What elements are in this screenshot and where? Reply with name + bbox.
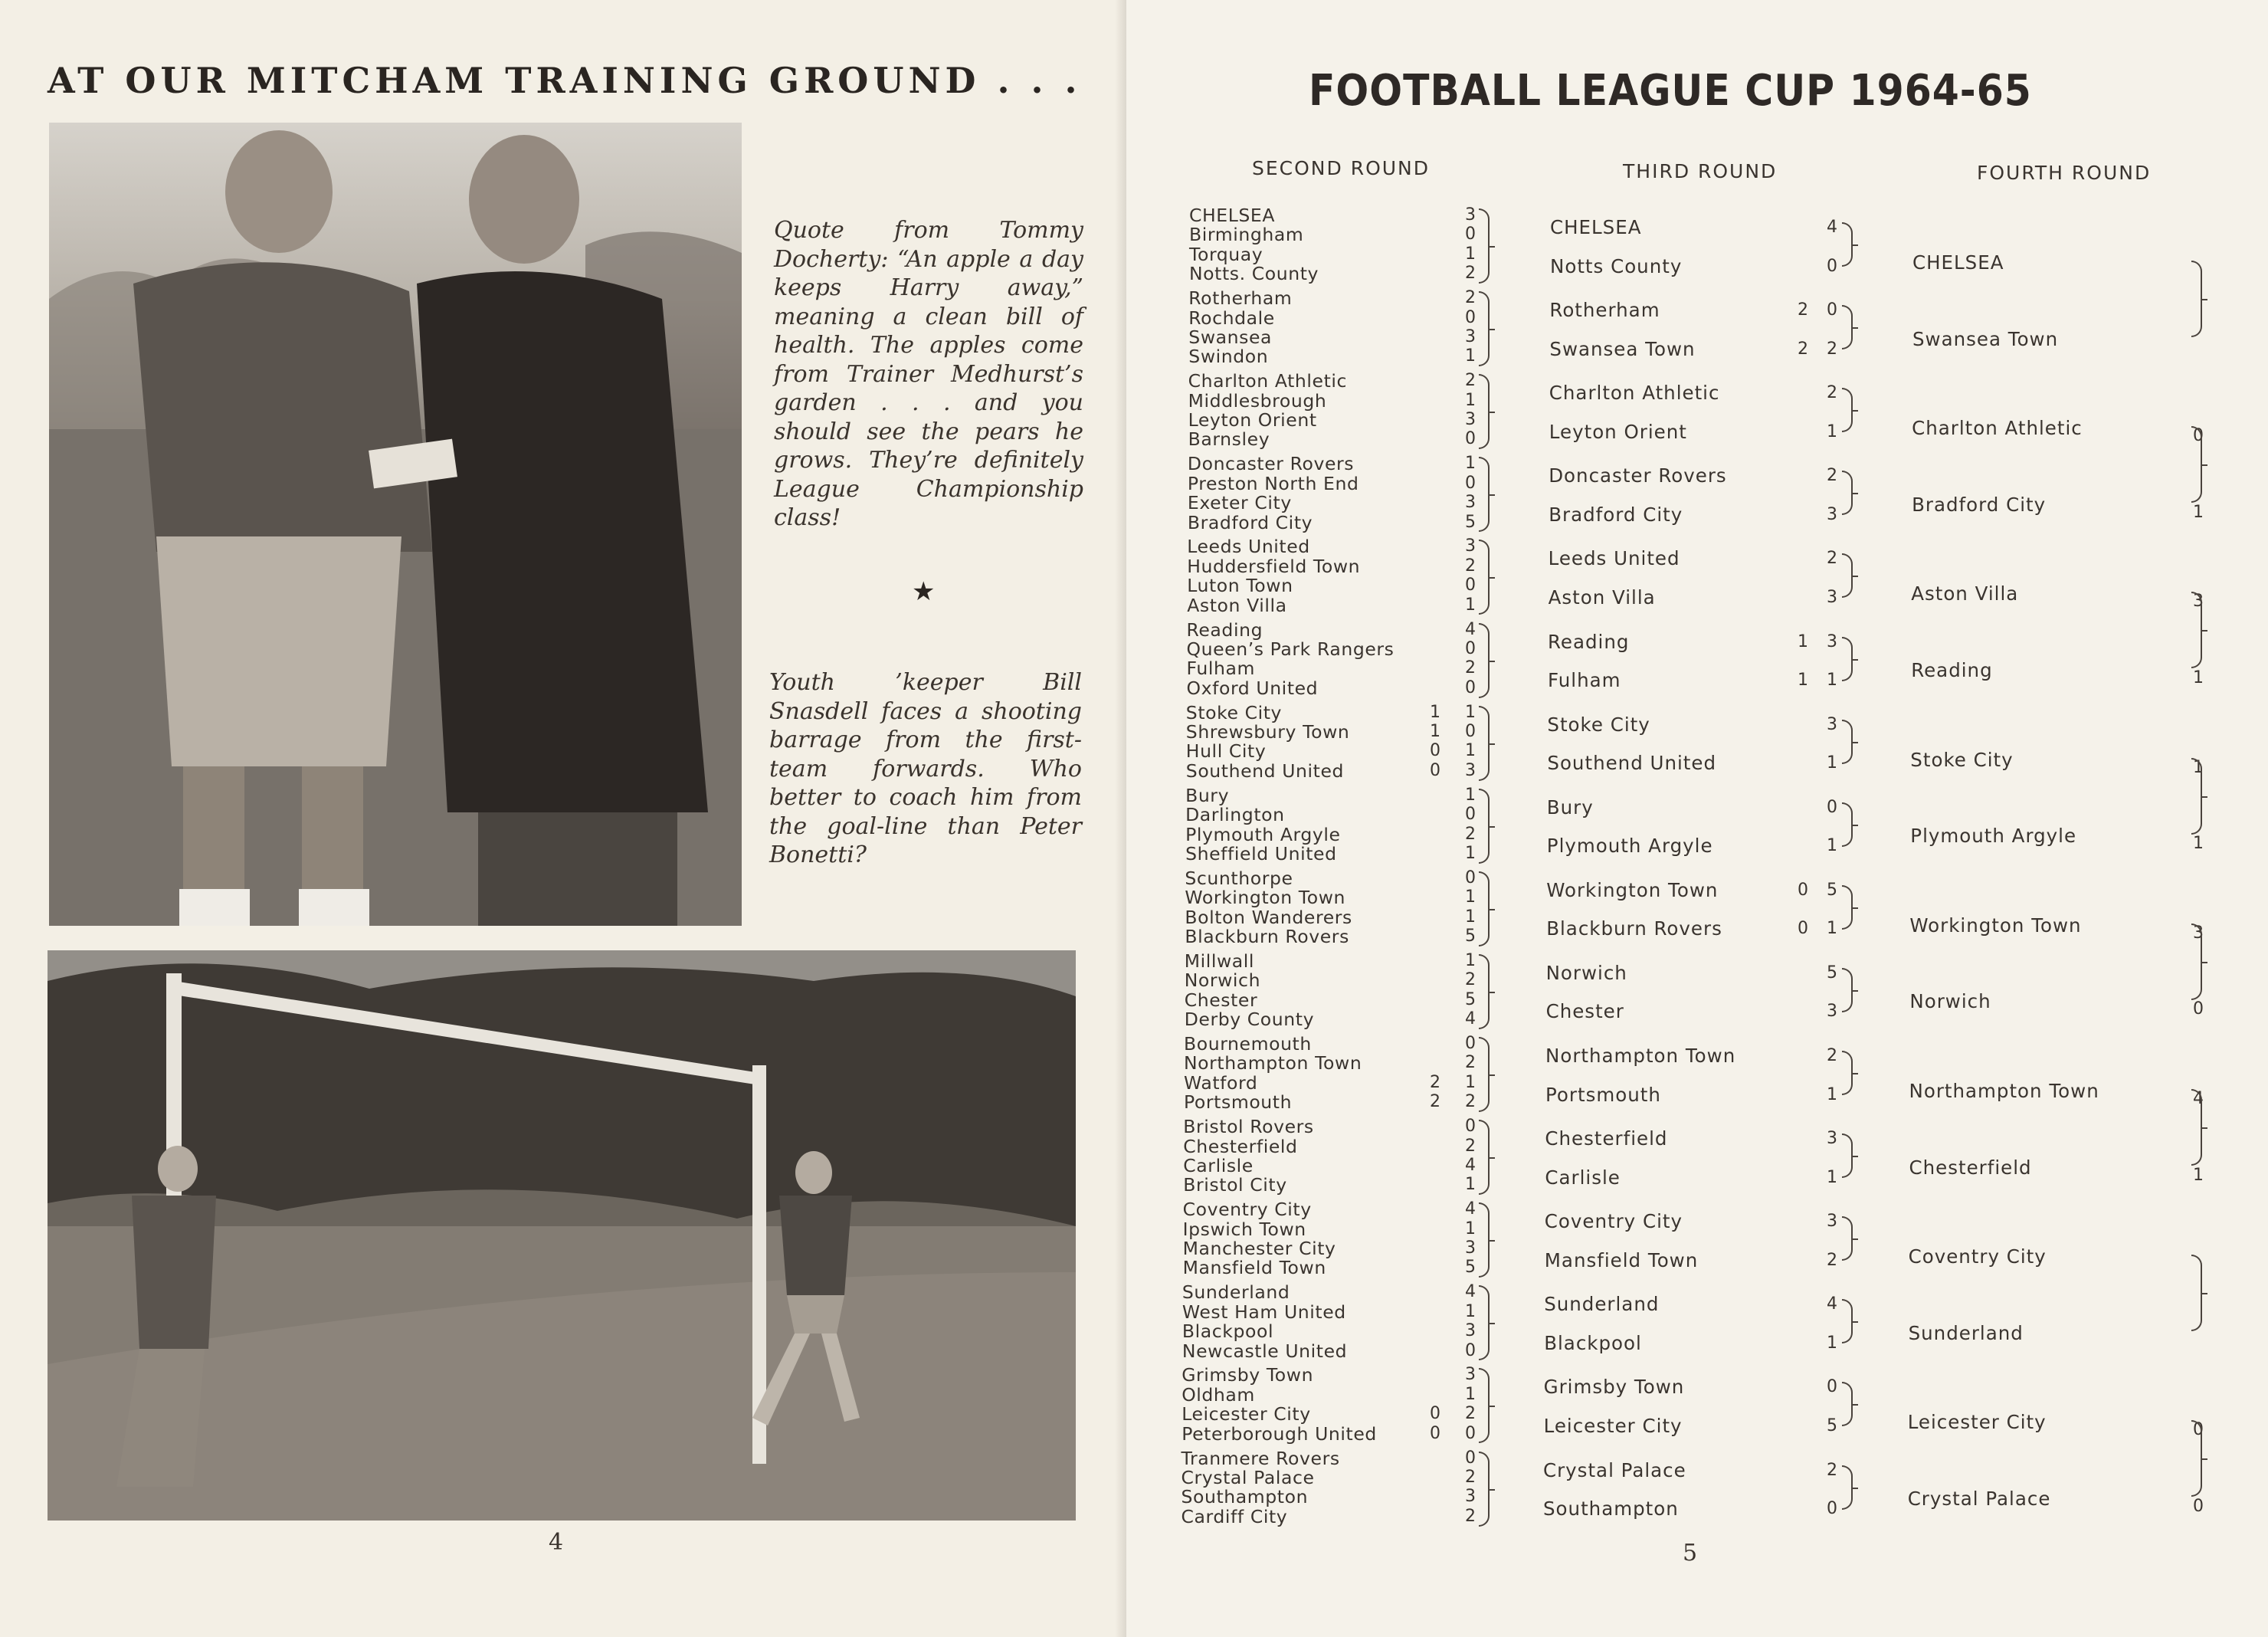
third-round-score: 3 [1827,714,1837,734]
second-round-team: Chester [1184,989,1258,1011]
second-round-score: 0 [1465,473,1476,493]
second-round-team: Barnsley [1188,428,1270,451]
second-round-score: 2 [1465,970,1476,990]
second-round-team: Grimsby Town [1182,1364,1314,1386]
third-round-score: 3 [1827,1002,1837,1022]
fourth-round-team: Chesterfield [1909,1156,2032,1179]
second-round-score: 5 [1465,927,1476,946]
second-round-team: Southend United [1185,759,1345,782]
third-round-team: Coventry City [1544,1210,1683,1233]
second-round-team: Charlton Athletic [1188,370,1348,392]
fourth-round-score: 0 [2193,999,2204,1019]
second-round-score: 3 [1465,1238,1476,1258]
third-round-pair-brace [1842,553,1853,598]
fourth-round-team: Bradford City [1912,493,2047,516]
third-round-team: Crystal Palace [1543,1458,1686,1481]
third-round-replay-score: 2 [1798,339,1808,359]
fourth-round-team: Plymouth Argyle [1910,825,2077,848]
second-round-team: Birmingham [1189,224,1304,246]
second-round-score: 1 [1465,346,1476,366]
second-round-replay-score: 0 [1430,1404,1440,1424]
second-round-score: 4 [1465,1199,1476,1219]
caption-apple-quote: Quote from Tommy Docherty: “An apple a day keeps Harry away,” meaning a clean bill of health. The apples come from Trainer Medhurst’s garden . . . and you should see the pears he grows. They’re definitely League Championship class! [774,217,1083,531]
second-round-team: Carlisle [1183,1154,1254,1176]
second-round-team: Swindon [1188,346,1269,368]
fourth-round-team: Aston Villa [1911,582,2019,605]
second-round-score: 5 [1465,989,1476,1009]
second-round-group-brace [1479,1120,1490,1195]
second-round-replay-score: 1 [1430,722,1440,741]
second-round-group-brace [1479,1452,1490,1527]
third-round-header: THIRD ROUND [1623,160,1778,182]
second-round-team: Scunthorpe [1185,867,1293,889]
second-round-team: Portsmouth [1184,1091,1293,1114]
second-round-score: 0 [1465,805,1476,825]
third-round-pair-brace [1842,1216,1853,1261]
second-round-team: Sunderland [1182,1281,1290,1304]
third-round-score: 5 [1827,880,1837,900]
third-round-replay-score: 1 [1798,632,1808,651]
fourth-round-score: 1 [2193,757,2204,777]
fourth-round-score: 0 [2193,1496,2204,1516]
third-round-score: 3 [1827,1212,1837,1232]
third-round-team: Portsmouth [1545,1083,1661,1106]
third-round-replay-score: 0 [1798,880,1808,900]
third-round-team: Aston Villa [1548,586,1656,609]
second-round-team: Shrewsbury Town [1185,721,1350,743]
third-round-score: 2 [1827,549,1837,569]
third-round-team: Workington Town [1546,878,1719,901]
second-round-team: Northampton Town [1184,1052,1362,1074]
third-round-team: Northampton Town [1545,1045,1736,1067]
second-round-team: Bolton Wanderers [1185,906,1352,928]
third-round-score: 2 [1827,383,1837,403]
second-round-team: Notts. County [1189,263,1319,285]
second-round-team: Norwich [1184,969,1261,992]
second-round-group-brace [1479,1037,1490,1112]
second-round-score: 0 [1465,1448,1476,1468]
second-round-team: Southampton [1181,1486,1309,1508]
second-round-score: 1 [1465,1219,1476,1238]
second-round-team: Plymouth Argyle [1185,823,1341,845]
second-round-team: Oxford United [1186,677,1319,699]
second-round-score: 1 [1465,1175,1476,1195]
third-round-team: Rotherham [1549,299,1660,322]
third-round-team: Carlisle [1545,1166,1621,1189]
second-round-team: Oldham [1182,1383,1255,1406]
second-round-score: 2 [1465,824,1476,844]
second-round-score: 3 [1465,410,1476,429]
second-round-team: Blackpool [1182,1320,1274,1343]
second-round-score: 3 [1465,1321,1476,1341]
second-round-score: 0 [1465,677,1476,697]
third-round-score: 0 [1827,300,1837,320]
second-round-team: Bradford City [1187,511,1313,533]
second-round-score: 1 [1465,702,1476,722]
second-round-score: 1 [1465,390,1476,410]
second-round-team: Doncaster Rovers [1187,453,1355,475]
second-round-group-brace [1479,540,1490,615]
second-round-score: 0 [1465,576,1476,595]
fourth-round-team: Reading [1911,658,1993,681]
second-round-team: Watford [1184,1071,1258,1094]
third-round-team: Reading [1548,630,1630,653]
second-round-score: 0 [1465,307,1476,327]
fourth-round-score: 3 [2193,592,2204,612]
fourth-round-team: Sunderland [1908,1321,2024,1344]
fourth-round-pair-brace [2191,758,2202,835]
third-round-score: 1 [1827,753,1837,773]
second-round-group-brace [1479,457,1490,532]
third-round-team: Norwich [1545,961,1627,984]
third-round-pair-brace [1842,1299,1853,1343]
second-round-score: 2 [1465,288,1476,308]
second-round-score: 2 [1465,371,1476,391]
third-round-team: Plymouth Argyle [1546,835,1713,858]
second-round-score: 2 [1465,556,1476,576]
page-number-right: 5 [1683,1540,1698,1566]
third-round-score: 5 [1827,1416,1837,1435]
second-round-replay-score: 0 [1430,760,1440,780]
fourth-round-score: 4 [2193,1089,2204,1108]
photo-coach-and-player-image [49,123,742,926]
second-round-score: 5 [1465,1258,1476,1278]
second-round-score: 3 [1465,205,1476,225]
second-round-score: 1 [1465,595,1476,615]
third-round-team: Swansea Town [1549,337,1696,360]
second-round-score: 2 [1465,1506,1476,1526]
third-round-team: Chesterfield [1545,1127,1668,1150]
second-round-team: West Ham United [1182,1301,1346,1323]
caption-goalkeeper: Youth ’keeper Bill Snasdell faces a shooting barrage from the first-team forwards. Who better to coach him from the goal-line than Peter Bonetti? [769,669,1082,868]
second-round-team: Torquay [1189,243,1263,265]
cup-title: FOOTBALL LEAGUE CUP 1964-65 [1309,66,2032,116]
second-round-replay-score: 0 [1430,741,1440,761]
third-round-team: Mansfield Town [1544,1248,1699,1271]
photo-goalkeeper-training-image [48,950,1076,1521]
second-round-team: Middlesbrough [1188,389,1327,412]
fourth-round-team: Norwich [1909,990,1991,1013]
third-round-pair-brace [1842,968,1853,1012]
third-round-team: Blackpool [1544,1331,1642,1354]
star-icon: ★ [912,576,936,607]
photo-goalkeeper-training [48,950,1076,1521]
fourth-round-team: Workington Town [1909,914,2082,937]
second-round-team: Aston Villa [1187,594,1287,616]
third-round-score: 2 [1827,1046,1837,1065]
second-round-team: Mansfield Town [1182,1257,1326,1279]
third-round-score: 2 [1827,1460,1837,1480]
third-round-team: Fulham [1548,669,1621,691]
third-round-score: 4 [1827,1294,1837,1314]
third-round-score: 1 [1827,1084,1837,1104]
second-round-score: 5 [1465,512,1476,532]
third-round-pair-brace [1842,885,1853,930]
second-round-team: Coventry City [1182,1199,1312,1221]
second-round-score: 1 [1465,1072,1476,1092]
second-round-group-brace [1479,623,1490,698]
second-round-score: 4 [1465,619,1476,639]
fourth-round-pair-brace [2191,592,2202,668]
second-round-team: Stoke City [1185,701,1283,723]
third-round-pair-brace [1842,1051,1853,1095]
second-round-score: 0 [1465,429,1476,449]
fourth-round-team: Leicester City [1907,1411,2047,1434]
fourth-round-score: 1 [2193,834,2204,854]
second-round-team: Millwall [1184,950,1255,972]
third-round-score: 1 [1827,919,1837,939]
second-round-score: 1 [1465,907,1476,927]
third-round-score: 0 [1827,1499,1837,1518]
second-round-score: 2 [1465,1136,1476,1156]
third-round-pair-brace [1842,222,1853,267]
second-round-team: Reading [1186,618,1263,641]
fourth-round-team: CHELSEA [1912,251,2004,274]
fourth-round-team: Coventry City [1908,1245,2047,1268]
third-round-team: Doncaster Rovers [1549,464,1727,487]
second-round-score: 2 [1465,1404,1476,1424]
second-round-group-brace [1479,1202,1490,1278]
second-round-team: CHELSEA [1189,205,1276,226]
second-round-team: Sheffield United [1185,842,1337,864]
second-round-score: 0 [1465,1034,1476,1053]
second-round-score: 1 [1465,785,1476,805]
second-round-team: Preston North End [1187,472,1359,494]
third-round-team: Bury [1546,796,1594,818]
fourth-round-team: Stoke City [1910,748,2014,771]
second-round-team: Derby County [1184,1009,1315,1031]
second-round-team: Leicester City [1182,1403,1311,1425]
third-round-team: Southend United [1547,752,1717,775]
second-round-team: Huddersfield Town [1187,555,1361,577]
fourth-round-team: Charlton Athletic [1912,417,2083,440]
third-round-team: Leicester City [1543,1414,1683,1437]
third-round-pair-brace [1842,388,1853,432]
second-round-team: Hull City [1185,740,1267,763]
page-number-left: 4 [549,1529,564,1556]
fourth-round-header: FOURTH ROUND [1977,162,2152,184]
second-round-team: Newcastle United [1182,1340,1348,1362]
second-round-score: 4 [1465,1155,1476,1175]
second-round-replay-score: 2 [1430,1092,1440,1112]
second-round-score: 1 [1465,887,1476,907]
third-round-score: 3 [1827,504,1837,524]
fourth-round-score: 0 [2193,1420,2204,1440]
second-round-team: Manchester City [1182,1238,1336,1259]
second-round-score: 1 [1465,950,1476,970]
fourth-round-score: 1 [2193,1165,2204,1185]
second-round-team: Bristol City [1183,1174,1287,1196]
second-round-group-brace [1479,208,1490,284]
second-round-group-brace [1479,871,1490,946]
third-round-replay-score: 1 [1798,671,1808,690]
right-page [1126,0,2268,1637]
second-round-team: Peterborough United [1182,1422,1377,1445]
third-round-team: Charlton Athletic [1549,382,1720,405]
second-round-score: 0 [1465,638,1476,658]
second-round-score: 2 [1465,264,1476,284]
second-round-score: 3 [1465,326,1476,346]
second-round-score: 1 [1465,843,1476,863]
second-round-team: Bristol Rovers [1183,1116,1314,1138]
second-round-team: Darlington [1185,804,1285,826]
second-round-team: Chesterfield [1183,1135,1298,1157]
second-round-group-brace [1479,789,1490,864]
third-round-score: 0 [1827,797,1837,817]
second-round-score: 0 [1465,868,1476,887]
third-round-score: 1 [1827,671,1837,690]
second-round-team: Fulham [1186,658,1255,680]
second-round-group-brace [1479,291,1490,366]
second-round-group-brace [1479,1368,1490,1443]
third-round-score: 3 [1827,632,1837,651]
second-round-score: 1 [1465,244,1476,264]
third-round-pair-brace [1842,1382,1853,1426]
second-round-score: 3 [1465,536,1476,556]
third-round-pair-brace [1842,471,1853,515]
third-round-score: 1 [1827,1167,1837,1187]
third-round-score: 0 [1827,1377,1837,1397]
second-round-group-brace [1479,706,1490,781]
fourth-round-pair-brace [2191,261,2202,337]
second-round-team: Luton Town [1187,575,1293,597]
second-round-team: Leyton Orient [1188,409,1317,431]
third-round-pair-brace [1842,802,1853,847]
second-round-replay-score: 2 [1430,1072,1440,1092]
photo-coach-and-player [49,123,742,926]
second-round-score: 0 [1465,225,1476,244]
fourth-round-pair-brace [2191,426,2202,503]
third-round-score: 3 [1827,1129,1837,1149]
third-round-team: Bradford City [1549,503,1683,526]
fourth-round-pair-brace [2191,923,2202,1000]
third-round-score: 0 [1827,256,1837,276]
second-round-team: Workington Town [1185,887,1346,909]
fourth-round-pair-brace [2191,1420,2202,1497]
second-round-score: 4 [1465,1009,1476,1029]
third-round-team: Sunderland [1544,1293,1660,1316]
third-round-replay-score: 2 [1798,300,1808,320]
third-round-score: 1 [1827,1333,1837,1353]
second-round-team: Rotherham [1188,287,1293,310]
third-round-team: Stoke City [1547,713,1650,736]
third-round-replay-score: 0 [1798,919,1808,939]
second-round-team: Rochdale [1188,307,1275,329]
second-round-team: Leeds United [1187,536,1310,558]
second-round-score: 4 [1465,1282,1476,1302]
second-round-team: Bournemouth [1184,1033,1312,1055]
second-round-replay-score: 0 [1430,1423,1440,1443]
second-round-team: Tranmere Rovers [1181,1447,1340,1469]
second-round-score: 2 [1465,1092,1476,1112]
third-round-team: Leyton Orient [1549,420,1687,443]
second-round-score: 3 [1465,1487,1476,1507]
second-round-header: SECOND ROUND [1252,157,1430,179]
fourth-round-team: Crystal Palace [1907,1487,2051,1510]
second-round-score: 3 [1465,493,1476,513]
fourth-round-score: 1 [2193,668,2204,687]
third-round-score: 1 [1827,422,1837,441]
second-round-team: Bury [1185,784,1230,806]
second-round-team: Exeter City [1187,492,1292,514]
fourth-round-score: 0 [2193,426,2204,446]
third-round-team: Chester [1545,1000,1624,1023]
second-round-team: Blackburn Rovers [1185,926,1349,947]
third-round-pair-brace [1842,305,1853,349]
third-round-team: Southampton [1543,1498,1679,1520]
second-round-score: 2 [1465,658,1476,678]
second-round-score: 1 [1465,1301,1476,1321]
third-round-score: 1 [1827,836,1837,856]
third-round-score: 2 [1827,466,1837,486]
second-round-team: Crystal Palace [1181,1466,1315,1488]
third-round-team: CHELSEA [1550,216,1642,238]
fourth-round-pair-brace [2191,1255,2202,1331]
third-round-score: 3 [1827,587,1837,607]
third-round-team: Blackburn Rovers [1546,917,1722,940]
left-headline: AT OUR MITCHAM TRAINING GROUND . . . [48,60,1082,101]
third-round-pair-brace [1842,1465,1853,1510]
fourth-round-pair-brace [2191,1089,2202,1166]
fourth-round-score: 1 [2193,502,2204,522]
third-round-score: 2 [1827,1250,1837,1270]
third-round-team: Notts County [1550,254,1683,277]
third-round-pair-brace [1842,720,1853,764]
second-round-score: 0 [1465,1423,1476,1443]
third-round-score: 2 [1827,339,1837,359]
second-round-score: 1 [1465,741,1476,761]
left-page [0,0,1126,1637]
second-round-replay-score: 1 [1430,702,1440,722]
second-round-score: 2 [1465,1053,1476,1073]
second-round-score: 0 [1465,1117,1476,1137]
second-round-group-brace [1479,954,1490,1029]
second-round-group-brace [1479,1285,1490,1360]
third-round-team: Leeds United [1548,547,1680,570]
fourth-round-team: Northampton Town [1909,1080,2099,1102]
third-round-pair-brace [1842,637,1853,681]
third-round-score: 4 [1827,218,1837,237]
fourth-round-team: Swansea Town [1912,327,2059,350]
second-round-score: 1 [1465,454,1476,474]
second-round-score: 1 [1465,1384,1476,1404]
second-round-score: 0 [1465,722,1476,741]
third-round-pair-brace [1842,1133,1853,1178]
fourth-round-score: 3 [2193,923,2204,943]
second-round-group-brace [1479,374,1490,449]
third-round-team: Grimsby Town [1543,1376,1685,1399]
second-round-score: 3 [1465,1365,1476,1385]
second-round-team: Queen’s Park Rangers [1186,638,1395,660]
second-round-score: 3 [1465,760,1476,780]
second-round-team: Cardiff City [1181,1505,1288,1527]
second-round-team: Ipswich Town [1182,1218,1306,1240]
second-round-team: Swansea [1188,326,1273,348]
second-round-score: 2 [1465,1467,1476,1487]
second-round-score: 0 [1465,1340,1476,1360]
third-round-score: 5 [1827,963,1837,983]
